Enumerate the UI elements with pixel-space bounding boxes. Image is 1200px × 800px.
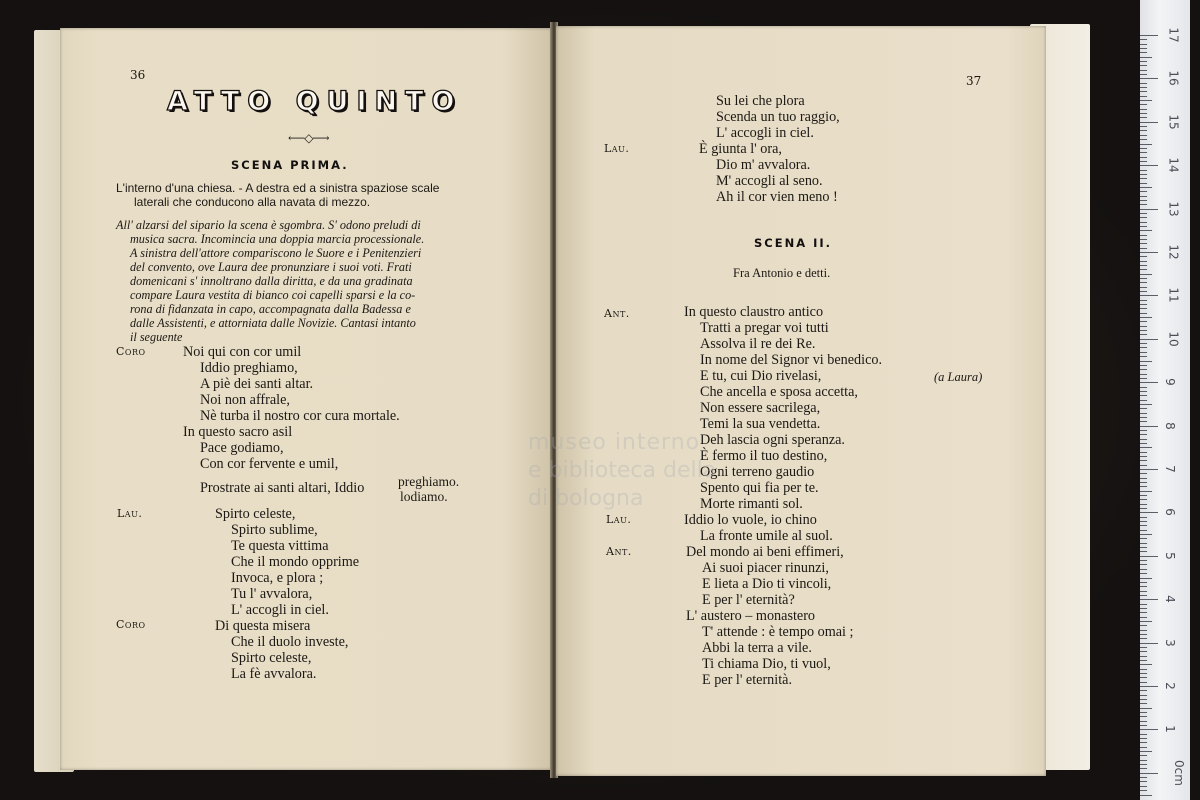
ruler-tick	[1140, 387, 1147, 388]
verse-line: E lieta a Dio ti vincoli,	[702, 576, 832, 592]
ruler-tick	[1140, 703, 1147, 704]
ruler-tick	[1140, 569, 1147, 570]
ruler-tick	[1140, 638, 1147, 639]
ruler-number: 16	[1166, 70, 1181, 87]
verse-alternative: preghiamo.	[398, 474, 460, 489]
verse-line: Noi qui con cor umil	[183, 344, 302, 360]
ruler-tick	[1140, 768, 1147, 769]
ruler-tick	[1140, 647, 1147, 648]
verse-line: Ai suoi piacer rinunzi,	[702, 560, 829, 576]
ruler-tick	[1140, 200, 1147, 201]
speaker-laura: Lau.	[604, 142, 630, 155]
ruler-tick	[1140, 109, 1147, 110]
ruler-tick	[1140, 777, 1147, 778]
ruler-tick	[1140, 417, 1147, 418]
ruler-number: 9	[1162, 378, 1177, 387]
ruler-number: 1	[1162, 725, 1177, 734]
ruler-tick	[1140, 656, 1147, 657]
ruler-tick	[1140, 330, 1147, 331]
ruler-tick	[1140, 256, 1147, 257]
verse-line: Di questa misera	[215, 618, 311, 634]
verse-line: Tratti a pregar voi tutti	[700, 320, 829, 336]
ruler-tick	[1140, 690, 1147, 691]
ruler-tick	[1140, 686, 1158, 687]
page-number-left: 36	[130, 68, 146, 82]
ruler-tick	[1140, 734, 1147, 735]
ruler-number: 11	[1166, 287, 1181, 304]
ruler-tick	[1140, 660, 1147, 661]
ruler-number: 13	[1166, 200, 1181, 217]
ruler-tick	[1140, 465, 1147, 466]
speaker-coro: Coro	[116, 345, 146, 358]
ruler-tick	[1140, 395, 1147, 396]
ruler-tick	[1140, 48, 1147, 49]
ruler-tick	[1140, 113, 1147, 114]
ruler-tick	[1140, 721, 1147, 722]
ruler-tick	[1140, 755, 1147, 756]
ruler-tick	[1140, 495, 1147, 496]
verse-line: Invoca, e plora ;	[231, 570, 324, 586]
act-title: ATTO QUINTO	[167, 86, 463, 117]
stage-line: del convento, ove Laura dee pronunziare i suoi voti. Frati	[130, 260, 412, 274]
ruler-tick	[1140, 582, 1147, 583]
ruler-tick	[1140, 35, 1158, 36]
ruler-tick	[1140, 426, 1158, 427]
ruler-tick	[1140, 209, 1158, 210]
ruler-tick	[1140, 673, 1147, 674]
ruler-tick	[1140, 599, 1158, 600]
ruler-tick	[1140, 625, 1147, 626]
ruler-tick	[1140, 313, 1147, 314]
ruler-tick	[1140, 361, 1152, 362]
watermark-line: e biblioteca della	[528, 458, 717, 483]
ruler-tick	[1140, 61, 1147, 62]
ruler-tick	[1140, 699, 1147, 700]
right-page	[556, 26, 1046, 776]
ruler-tick	[1140, 669, 1147, 670]
ruler-tick	[1140, 556, 1158, 557]
ruler-tick	[1140, 391, 1147, 392]
ruler-number: 7	[1162, 465, 1177, 473]
ruler-number: 12	[1166, 244, 1181, 260]
verse-line: Ti chiama Dio, ti vuol,	[702, 656, 831, 672]
ruler-tick	[1140, 521, 1147, 522]
verse-line: Che il mondo opprime	[231, 554, 360, 570]
verse-line: Scenda un tuo raggio,	[716, 109, 840, 125]
verse-line: Spirto celeste,	[231, 650, 312, 666]
verse-line: A piè dei santi altar.	[200, 376, 314, 392]
ruler-tick	[1140, 248, 1147, 249]
ruler-tick	[1140, 738, 1147, 739]
ruler-tick	[1140, 443, 1147, 444]
stage-line: domenicani s' innoltrano dalla diritta, e da una gradinata	[130, 274, 413, 288]
ruler-tick	[1140, 708, 1152, 709]
ruler-tick	[1140, 742, 1147, 743]
ruler-tick	[1140, 725, 1147, 726]
verse-line: E per l' eternità?	[702, 592, 795, 608]
ornament: ⟵◇⟶	[288, 131, 329, 145]
ruler-tick	[1140, 786, 1147, 787]
verse-line: In nome del Signor vi benedico.	[700, 352, 883, 368]
ruler-number: 6	[1162, 508, 1177, 517]
ruler-tick	[1140, 222, 1147, 223]
ruler-tick	[1140, 534, 1152, 535]
ruler-tick	[1140, 591, 1147, 592]
ruler-tick	[1140, 326, 1147, 327]
verse-line: Tu l' avvalora,	[231, 586, 313, 602]
ruler-tick	[1140, 413, 1147, 414]
verse-line: M' accogli al seno.	[716, 173, 823, 189]
verse-line: La fè avvalora.	[231, 666, 317, 682]
ruler-tick	[1140, 378, 1147, 379]
ruler-tick	[1140, 790, 1147, 791]
setting-line: laterali che conducono alla navata di mezzo.	[134, 195, 371, 209]
ruler-tick	[1140, 517, 1147, 518]
ruler-tick	[1140, 352, 1147, 353]
ruler-tick	[1140, 664, 1152, 665]
ruler-tick	[1140, 682, 1147, 683]
ruler-tick	[1140, 239, 1147, 240]
verse-line: Dio m' avvalora.	[716, 157, 811, 173]
ruler-tick	[1140, 183, 1147, 184]
ruler-tick	[1140, 230, 1152, 231]
ruler-tick	[1140, 551, 1147, 552]
ruler-tick	[1140, 564, 1147, 565]
verse-line: Prostrate ai santi altari, Iddio	[200, 480, 365, 496]
ruler-tick	[1140, 630, 1147, 631]
stage-line: musica sacra. Incomincia una doppia marcia processionale.	[130, 232, 425, 246]
verse-line: Abbi la terra a vile.	[702, 640, 812, 656]
ruler-tick	[1140, 608, 1147, 609]
ruler-tick	[1140, 408, 1147, 409]
ruler-tick	[1140, 295, 1158, 296]
ruler-tick	[1140, 617, 1147, 618]
verse-line: Spirto celeste,	[215, 506, 296, 522]
watermark-line: museo interno	[528, 430, 701, 455]
ruler-tick	[1140, 473, 1147, 474]
ruler-tick	[1140, 460, 1147, 461]
verse-line: Temi la sua vendetta.	[700, 416, 821, 432]
ruler-tick	[1140, 356, 1147, 357]
ruler-tick	[1140, 651, 1147, 652]
ruler-tick	[1140, 265, 1147, 266]
ruler-tick	[1140, 469, 1158, 470]
ruler-tick	[1140, 278, 1147, 279]
ruler-tick	[1140, 126, 1147, 127]
speaker-antonio: Ant.	[606, 545, 632, 558]
speaker-laura: Lau.	[606, 513, 632, 526]
ruler-tick	[1140, 204, 1147, 205]
verse-line: Morte rimanti sol.	[700, 496, 803, 512]
verse-line: Te questa vittima	[231, 538, 329, 554]
ruler-tick	[1140, 543, 1147, 544]
ruler-tick	[1140, 117, 1147, 118]
ruler-tick	[1140, 695, 1147, 696]
measurement-ruler	[1140, 0, 1190, 800]
ruler-tick	[1140, 538, 1147, 539]
aside-direction: (a Laura)	[934, 370, 983, 384]
ruler-tick	[1140, 347, 1147, 348]
ruler-tick	[1140, 400, 1147, 401]
ruler-number: 3	[1162, 638, 1177, 647]
speaker-coro: Coro	[116, 618, 146, 631]
verse-line: In questo sacro asil	[183, 424, 293, 440]
ruler-tick	[1140, 343, 1147, 344]
verse-line: Nè turba il nostro cor cura mortale.	[200, 408, 400, 424]
verse-line: La fronte umile al suol.	[700, 528, 833, 544]
ruler-tick	[1140, 122, 1158, 123]
ruler-tick	[1140, 196, 1147, 197]
ruler-tick	[1140, 634, 1147, 635]
ruler-tick	[1140, 621, 1152, 622]
verse-line: Non essere sacrilega,	[700, 400, 821, 416]
ruler-tick	[1140, 44, 1147, 45]
ruler-tick	[1140, 235, 1147, 236]
ruler-tick	[1140, 191, 1147, 192]
ruler-tick	[1140, 308, 1147, 309]
ruler-tick	[1140, 139, 1147, 140]
verse-alternative: lodiamo.	[400, 489, 448, 504]
page-number-right: 37	[966, 74, 982, 88]
ruler-tick	[1140, 135, 1147, 136]
verse-line: Ah il cor vien meno !	[716, 189, 838, 205]
ruler-number: 15	[1166, 114, 1181, 130]
verse-line: Con cor fervente e umil,	[200, 456, 339, 472]
verse-line: Noi non affrale,	[200, 392, 290, 408]
ruler-tick	[1140, 430, 1147, 431]
verse-line: Iddio lo vuole, io chino	[684, 512, 817, 528]
speaker-laura: Lau.	[117, 507, 143, 520]
ruler-tick	[1140, 586, 1147, 587]
ruler-tick	[1140, 217, 1147, 218]
ruler-tick	[1140, 482, 1147, 483]
ruler-tick	[1140, 317, 1152, 318]
ruler-tick	[1140, 365, 1147, 366]
ruler-tick	[1140, 530, 1147, 531]
ruler-number: 14	[1166, 157, 1181, 173]
ruler-tick	[1140, 760, 1147, 761]
verse-line: E per l' eternità.	[702, 672, 793, 688]
ruler-number: 10	[1166, 331, 1181, 347]
ruler-tick	[1140, 334, 1147, 335]
ruler-tick	[1140, 604, 1147, 605]
ruler-tick	[1140, 439, 1147, 440]
ruler-tick	[1140, 52, 1147, 53]
ruler-tick	[1140, 243, 1147, 244]
ruler-tick	[1140, 65, 1147, 66]
ruler-tick	[1140, 781, 1147, 782]
ruler-tick	[1140, 165, 1158, 166]
verse-line: Spirto sublime,	[231, 522, 318, 538]
ruler-number: 5	[1162, 551, 1177, 560]
ruler-number: 4	[1162, 595, 1177, 604]
ruler-tick	[1140, 434, 1147, 435]
ruler-tick	[1140, 100, 1152, 101]
ruler-tick	[1140, 213, 1147, 214]
scene-title-1: SCENA PRIMA.	[231, 158, 349, 172]
ruler-tick	[1140, 282, 1147, 283]
ruler-tick	[1140, 447, 1152, 448]
scene-characters: Fra Antonio e detti.	[733, 266, 831, 280]
ruler-tick	[1140, 716, 1147, 717]
ruler-tick	[1140, 612, 1147, 613]
ruler-tick	[1140, 573, 1147, 574]
ruler-tick	[1140, 148, 1147, 149]
ruler-tick	[1140, 300, 1147, 301]
ruler-tick	[1140, 252, 1158, 253]
setting-line: L'interno d'una chiesa. - A destra ed a sinistra spaziose scale	[116, 181, 440, 195]
stage-line: rona di fidanzata in capo, accompagnata dalla Badessa e	[130, 302, 411, 316]
verse-line: L' austero – monastero	[686, 608, 816, 624]
stage-line: il seguente	[130, 330, 183, 344]
ruler-number: 17	[1166, 27, 1181, 43]
ruler-tick	[1140, 261, 1147, 262]
verse-line: Che ancella e sposa accetta,	[700, 384, 858, 400]
ruler-tick	[1140, 595, 1147, 596]
ruler-tick	[1140, 421, 1147, 422]
ruler-tick	[1140, 174, 1147, 175]
verse-line: È fermo il tuo destino,	[700, 448, 828, 464]
stage-line: A sinistra dell'attore compariscono le Suore e i Penitenzieri	[130, 246, 422, 260]
ruler-number: 0cm	[1171, 759, 1186, 786]
ruler-tick	[1140, 130, 1147, 131]
verse-line: Del mondo ai beni effimeri,	[686, 544, 844, 560]
ruler-tick	[1140, 287, 1147, 288]
ruler-tick	[1140, 578, 1152, 579]
ruler-tick	[1140, 499, 1147, 500]
ruler-tick	[1140, 369, 1147, 370]
ruler-tick	[1140, 321, 1147, 322]
watermark-line: di bologna	[528, 486, 644, 511]
ruler-tick	[1140, 157, 1147, 158]
ruler-tick	[1140, 39, 1147, 40]
verse-line: E tu, cui Dio rivelasi,	[700, 368, 822, 384]
ruler-tick	[1140, 78, 1158, 79]
ruler-tick	[1140, 187, 1152, 188]
left-page	[60, 28, 552, 770]
verse-line: L' accogli in ciel.	[716, 125, 814, 141]
ruler-tick	[1140, 560, 1147, 561]
ruler-tick	[1140, 504, 1147, 505]
ruler-tick	[1140, 87, 1147, 88]
verse-line: Pace godiamo,	[200, 440, 284, 456]
ruler-tick	[1140, 486, 1147, 487]
verse-line: Che il duolo investe,	[231, 634, 349, 650]
ruler-tick	[1140, 104, 1147, 105]
verse-line: È giunta l' ora,	[699, 141, 782, 157]
ruler-tick	[1140, 751, 1152, 752]
scene-title-2: SCENA II.	[754, 236, 833, 250]
ruler-tick	[1140, 178, 1147, 179]
ruler-tick	[1140, 456, 1147, 457]
verse-line: Assolva il re dei Re.	[700, 336, 816, 352]
ruler-tick	[1140, 374, 1147, 375]
ruler-tick	[1140, 478, 1147, 479]
ruler-tick	[1140, 525, 1147, 526]
ruler-tick	[1140, 83, 1147, 84]
ruler-tick	[1140, 508, 1147, 509]
ruler-tick	[1140, 677, 1147, 678]
ruler-number: 2	[1162, 682, 1177, 690]
stage-line: compare Laura vestita di bianco coi capelli sparsi e la co-	[130, 288, 416, 302]
ruler-tick	[1140, 382, 1158, 383]
ruler-tick	[1140, 512, 1158, 513]
ruler-tick	[1140, 304, 1147, 305]
ruler-tick	[1140, 491, 1152, 492]
ruler-tick	[1140, 96, 1147, 97]
verse-line: Ogni terreno gaudio	[700, 464, 815, 480]
stage-line: dalle Assistenti, e attorniata dalle Novizie. Cantasi intanto	[130, 316, 416, 330]
ruler-tick	[1140, 161, 1147, 162]
verse-line: Spento qui fia per te.	[700, 480, 819, 496]
ruler-tick	[1140, 74, 1147, 75]
ruler-tick	[1140, 91, 1147, 92]
verse-line: Su lei che plora	[716, 93, 805, 109]
ruler-tick	[1140, 747, 1147, 748]
ruler-tick	[1140, 70, 1147, 71]
ruler-tick	[1140, 547, 1147, 548]
speaker-antonio: Ant.	[604, 307, 630, 320]
ruler-tick	[1140, 274, 1152, 275]
verse-line: T' attende : è tempo omai ;	[702, 624, 854, 640]
verse-line: Deh lascia ogni speranza.	[700, 432, 845, 448]
verse-line: In questo claustro antico	[684, 304, 824, 320]
ruler-tick	[1140, 729, 1158, 730]
verse-line: Iddio preghiamo,	[200, 360, 298, 376]
ruler-tick	[1140, 404, 1152, 405]
ruler-tick	[1140, 57, 1152, 58]
ruler-tick	[1140, 452, 1147, 453]
ruler-tick	[1140, 764, 1147, 765]
ruler-tick	[1140, 773, 1158, 774]
ruler-tick	[1140, 643, 1158, 644]
ruler-tick	[1140, 795, 1152, 796]
ruler-tick	[1140, 339, 1158, 340]
stage-line: All' alzarsi del sipario la scena è sgombra. S' odono preludi di	[116, 218, 421, 232]
ruler-tick	[1140, 291, 1147, 292]
verse-line: L' accogli in ciel.	[231, 602, 329, 618]
ruler-tick	[1140, 269, 1147, 270]
ruler-tick	[1140, 226, 1147, 227]
ruler-tick	[1140, 144, 1152, 145]
ruler-number: 8	[1162, 421, 1177, 430]
ruler-tick	[1140, 712, 1147, 713]
ruler-tick	[1140, 170, 1147, 171]
ruler-tick	[1140, 152, 1147, 153]
